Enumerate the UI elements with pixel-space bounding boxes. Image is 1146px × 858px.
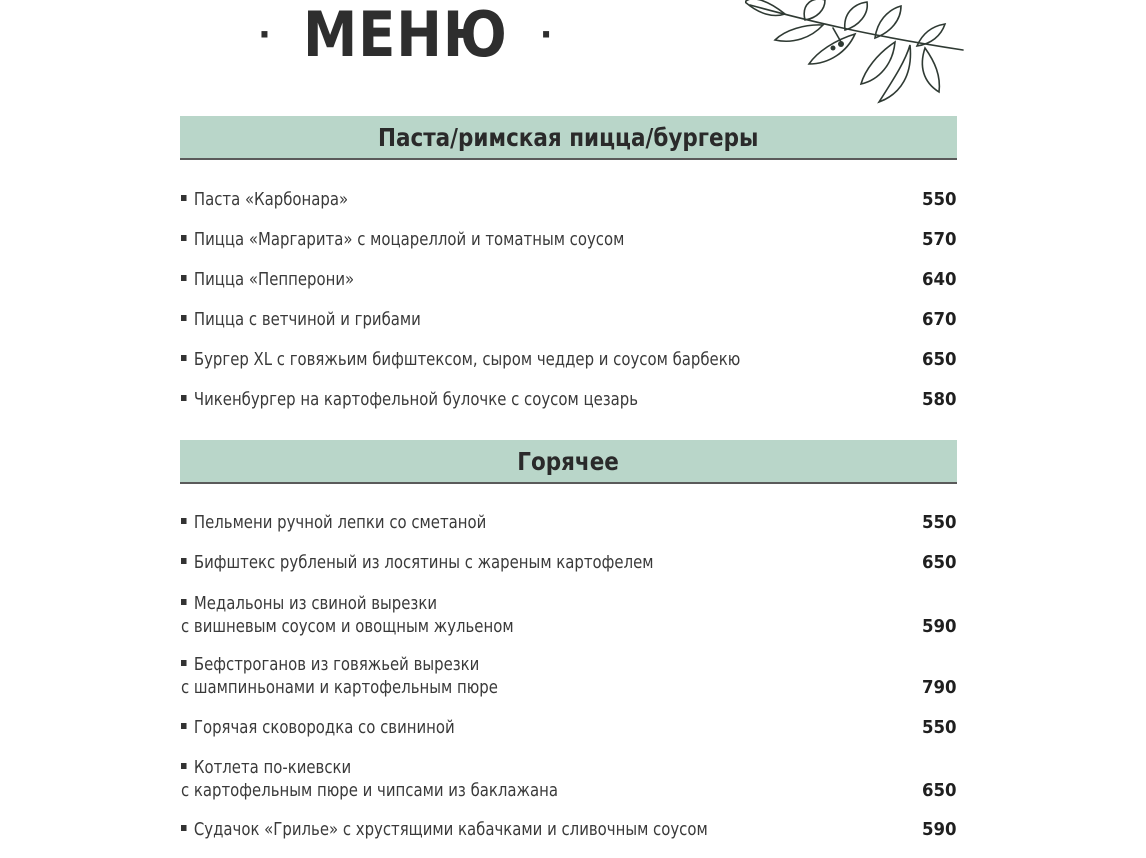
item-name: Медальоны из свиной вырезки bbox=[193, 593, 438, 614]
item-price: 570 bbox=[922, 229, 957, 250]
section-title: Паста/римская пицца/бургеры bbox=[378, 122, 759, 152]
bullet-icon bbox=[181, 235, 187, 241]
bullet-icon bbox=[181, 558, 187, 564]
item-name: Пицца с ветчиной и грибами bbox=[193, 309, 421, 330]
item-name: Пицца «Маргарита» с моцареллой и томатным соусом bbox=[193, 229, 625, 250]
item-price: 650 bbox=[922, 349, 957, 370]
item-price: 580 bbox=[922, 389, 957, 410]
title-dot-right: · bbox=[539, 15, 553, 55]
menu-item bbox=[181, 308, 957, 331]
olive-branch-icon bbox=[745, 0, 970, 110]
item-name: Бефстроганов из говяжьей вырезки bbox=[193, 654, 480, 675]
bullet-icon bbox=[181, 599, 187, 605]
bullet-icon bbox=[181, 275, 187, 281]
item-name: Бифштекс рубленый из лосятины с жареным картофелем bbox=[193, 552, 654, 573]
menu-item bbox=[181, 653, 957, 699]
menu-title-text: МЕНЮ bbox=[302, 0, 508, 71]
item-name: Бургер XL с говяжьим бифштексом, сыром чеддер и соусом барбекю bbox=[193, 349, 741, 370]
item-price: 670 bbox=[922, 309, 957, 330]
menu-item bbox=[181, 228, 957, 251]
item-price: 550 bbox=[922, 717, 957, 738]
item-price: 650 bbox=[922, 552, 957, 573]
item-name: Паста «Карбонара» bbox=[193, 189, 349, 210]
item-name: Горячая сковородка со свининой bbox=[193, 717, 455, 738]
item-price: 790 bbox=[922, 677, 957, 698]
menu-item bbox=[181, 592, 957, 638]
item-name: Пельмени ручной лепки со сметаной bbox=[193, 512, 487, 533]
menu-item bbox=[181, 388, 957, 411]
menu-item bbox=[181, 268, 957, 291]
menu-item bbox=[181, 348, 957, 371]
menu-item bbox=[181, 756, 957, 802]
item-price: 590 bbox=[922, 616, 957, 637]
bullet-icon bbox=[181, 723, 187, 729]
bullet-icon bbox=[181, 195, 187, 201]
menu-title bbox=[258, 0, 553, 70]
menu-item bbox=[181, 551, 957, 574]
bullet-icon bbox=[181, 355, 187, 361]
item-name: Судачок «Грилье» с хрустящими кабачками и сливочным соусом bbox=[193, 819, 708, 840]
item-name-continued: с картофельным пюре и чипсами из баклажана bbox=[181, 780, 558, 801]
item-name: Котлета по-киевски bbox=[193, 757, 352, 778]
item-price: 640 bbox=[922, 269, 957, 290]
item-name-continued: с вишневым соусом и овощным жульеном bbox=[181, 616, 514, 637]
bullet-icon bbox=[181, 660, 187, 666]
item-price: 550 bbox=[922, 189, 957, 210]
item-name-continued: с шампиньонами и картофельным пюре bbox=[181, 677, 498, 698]
title-dot-left: · bbox=[258, 15, 271, 55]
menu-item bbox=[181, 188, 957, 211]
item-price: 550 bbox=[922, 512, 957, 533]
item-name: Чикенбургер на картофельной булочке с соусом цезарь bbox=[193, 389, 639, 410]
item-price: 590 bbox=[922, 819, 957, 840]
bullet-icon bbox=[181, 315, 187, 321]
menu-item bbox=[181, 716, 957, 739]
section-title: Горячее bbox=[517, 446, 620, 476]
menu-item bbox=[181, 511, 957, 534]
bullet-icon bbox=[181, 763, 187, 769]
item-name: Пицца «Пепперони» bbox=[193, 269, 355, 290]
item-price: 650 bbox=[922, 780, 957, 801]
section-header-pasta bbox=[180, 116, 957, 160]
bullet-icon bbox=[181, 518, 187, 524]
section-header-hot bbox=[180, 440, 957, 484]
bullet-icon bbox=[181, 825, 187, 831]
menu-item bbox=[181, 818, 957, 841]
bullet-icon bbox=[181, 395, 187, 401]
